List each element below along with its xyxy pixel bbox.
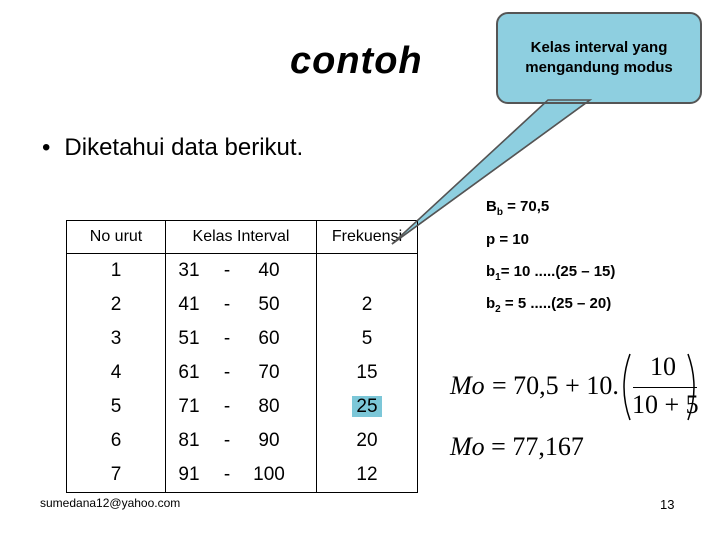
b2-value: = 5 .....(25 – 20) xyxy=(500,295,612,312)
cell-interval xyxy=(166,356,317,390)
interval-low: 81 xyxy=(178,430,200,451)
result-lhs: Mo xyxy=(450,432,485,461)
table-header-row xyxy=(67,221,418,254)
mode-result xyxy=(450,432,584,462)
formula-right-paren xyxy=(686,352,700,422)
interval-dash: - xyxy=(223,328,231,349)
modal-frequency-highlight: 25 xyxy=(352,396,381,417)
bullet-label: Diketahui data berikut. xyxy=(64,134,304,161)
interval-low: 61 xyxy=(178,362,200,383)
table-row xyxy=(67,356,418,390)
bullet-text xyxy=(42,134,303,162)
mode-formula xyxy=(450,352,700,422)
b1-label: b xyxy=(486,263,496,280)
bb-sub: b xyxy=(496,207,503,218)
formula-denominator: 10 + 5 xyxy=(632,390,699,419)
cell-frequency: 20 xyxy=(317,424,418,458)
interval-high: 50 xyxy=(258,294,280,315)
cell-interval xyxy=(166,458,317,493)
cell-interval xyxy=(166,254,317,289)
cell-frequency-modal xyxy=(317,390,418,424)
frequency-table xyxy=(66,220,418,493)
interval-high: 70 xyxy=(258,362,280,383)
cell-interval xyxy=(166,390,317,424)
result-value: = 77,167 xyxy=(484,432,584,461)
cell-no: 1 xyxy=(67,254,166,289)
header-kelas-interval: Kelas Interval xyxy=(166,221,317,254)
callout-box: Kelas interval yang mengandung modus xyxy=(496,12,702,104)
formula-lhs: Mo xyxy=(450,371,485,400)
cell-no: 4 xyxy=(67,356,166,390)
slide-title: contoh xyxy=(290,40,423,82)
interval-dash: - xyxy=(223,464,231,485)
interval-high: 80 xyxy=(258,396,280,417)
cell-frequency xyxy=(317,254,418,289)
bb-line xyxy=(486,198,549,218)
header-no-urut: No urut xyxy=(67,221,166,254)
interval-dash: - xyxy=(223,396,231,417)
b2-label: b xyxy=(486,295,496,312)
footer-email: sumedana12@yahoo.com xyxy=(40,496,181,510)
cell-frequency: 5 xyxy=(317,322,418,356)
table-row xyxy=(67,254,418,289)
table-row xyxy=(67,458,418,493)
formula-numerator: 10 xyxy=(650,352,676,381)
interval-low: 51 xyxy=(178,328,200,349)
interval-dash: - xyxy=(223,294,231,315)
formula-left-paren xyxy=(618,352,632,422)
cell-no: 2 xyxy=(67,288,166,322)
interval-dash: - xyxy=(223,362,231,383)
cell-no: 6 xyxy=(67,424,166,458)
p-line: p = 10 xyxy=(486,231,529,248)
b2-sub: 2 xyxy=(495,304,501,315)
interval-high: 40 xyxy=(258,260,280,281)
interval-high: 100 xyxy=(253,464,285,485)
table-row xyxy=(67,288,418,322)
bb-label: B xyxy=(486,198,497,215)
interval-low: 31 xyxy=(178,260,200,281)
table-row xyxy=(67,322,418,356)
interval-low: 91 xyxy=(178,464,200,485)
table-row-modal xyxy=(67,390,418,424)
b2-line xyxy=(486,295,611,315)
cell-interval xyxy=(166,288,317,322)
cell-no: 7 xyxy=(67,458,166,493)
interval-dash: - xyxy=(223,260,231,281)
interval-dash: - xyxy=(223,430,231,451)
cell-no: 3 xyxy=(67,322,166,356)
cell-frequency: 12 xyxy=(317,458,418,493)
cell-frequency: 2 xyxy=(317,288,418,322)
header-frekuensi: Frekuensi xyxy=(317,221,418,254)
cell-interval xyxy=(166,322,317,356)
interval-low: 41 xyxy=(178,294,200,315)
page-number: 13 xyxy=(660,497,675,512)
bb-value: = 70,5 xyxy=(502,198,550,215)
cell-frequency: 15 xyxy=(317,356,418,390)
cell-no: 5 xyxy=(67,390,166,424)
table-row xyxy=(67,424,418,458)
bullet-dot: • xyxy=(42,134,51,161)
b1-sub: 1 xyxy=(495,272,501,283)
cell-interval xyxy=(166,424,317,458)
formula-eq: = 70,5 + 10. xyxy=(492,371,619,400)
b1-value: = 10 .....(25 – 15) xyxy=(500,263,616,280)
interval-low: 71 xyxy=(178,396,200,417)
interval-high: 90 xyxy=(258,430,280,451)
b1-line xyxy=(486,263,615,283)
interval-high: 60 xyxy=(258,328,280,349)
